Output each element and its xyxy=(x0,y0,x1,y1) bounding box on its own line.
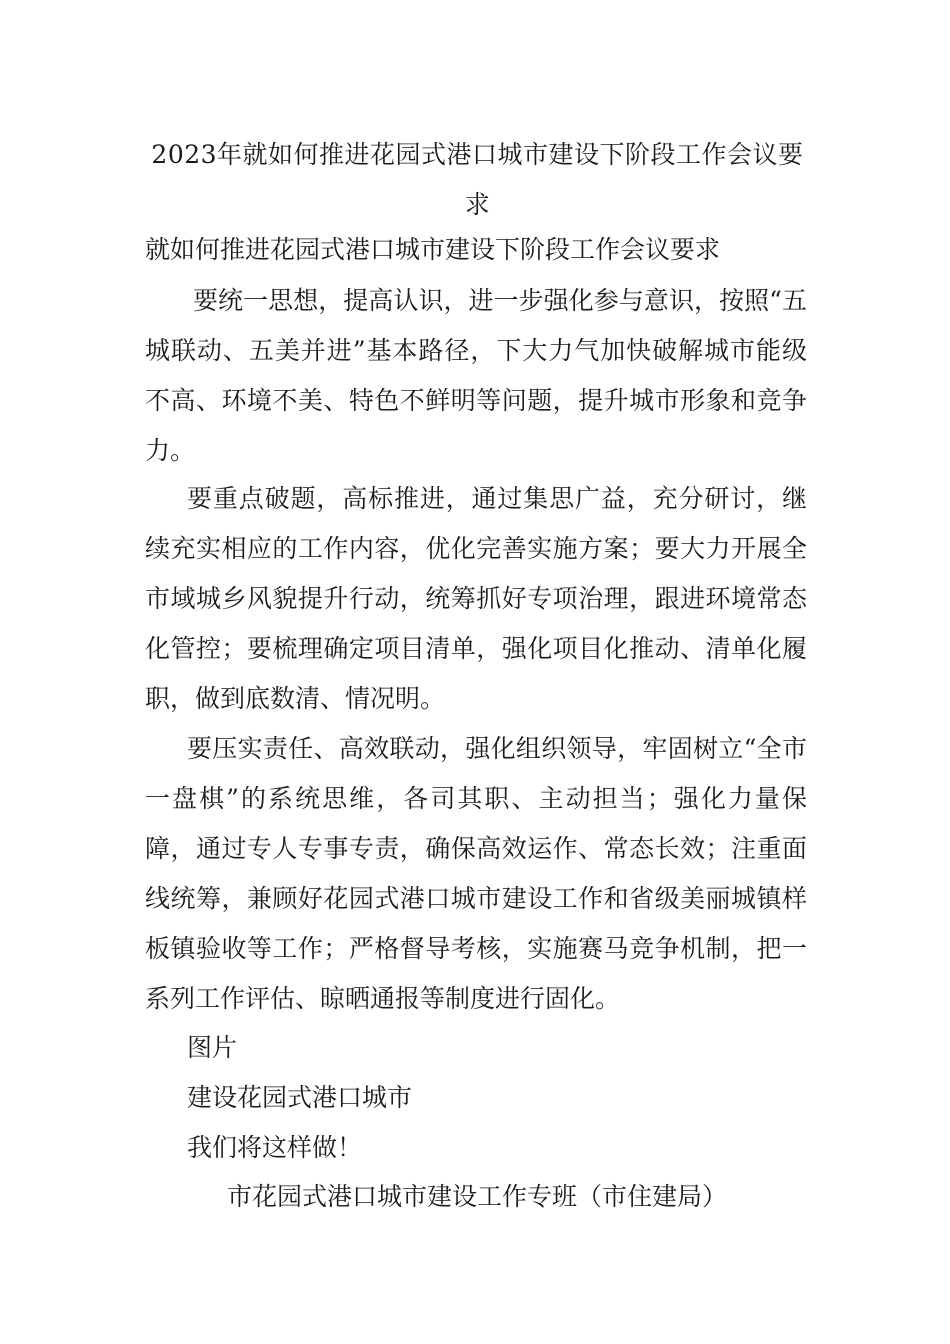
paragraph-1: 要统一思想，提高认识，进一步强化参与意识，按照“五城联动、五美并进”基本路径，下大力气加快破解城市能级不高、环境不美、特色不鲜明等问题，提升城市形象和竞争力。 xyxy=(145,286,807,465)
paragraph-2: 要重点破题，高标推进，通过集思广益，充分研讨，继续充实相应的工作内容，优化完善实施方案；要大力开展全市域城乡风貌提升行动，统筹抓好专项治理，跟进环境常态化管控；要梳理确定项目清单，强化项目化推动、清单化履职，做到底数清、情况明。 xyxy=(145,484,807,713)
signature: 市花园式港口城市建设工作专班（市住建局） xyxy=(227,1182,728,1211)
document-title: 2023年就如何推进花园式港口城市建设下阶段工作会议要求 xyxy=(151,140,804,219)
slogan-line-2: 我们将这样做！ xyxy=(187,1133,363,1162)
paragraph-3: 要压实责任、高效联动，强化组织领导，牢固树立“全市一盘棋”的系统思维，各司其职、主动担当；强化力量保障，通过专人专事专责，确保高效运作、常态长效；注重面线统筹，兼顾好花园式港口城市建设工作和省级美丽城镇样板镇验收等工作；严格督导考核，实施赛马竞争机制，把一系列工作评估、晾晒通报等制度进行固化。 xyxy=(145,734,807,1013)
slogan-line-1: 建设花园式港口城市 xyxy=(187,1083,413,1112)
document-subtitle: 就如何推进花园式港口城市建设下阶段工作会议要求 xyxy=(145,235,721,264)
image-caption: 图片 xyxy=(187,1033,238,1062)
